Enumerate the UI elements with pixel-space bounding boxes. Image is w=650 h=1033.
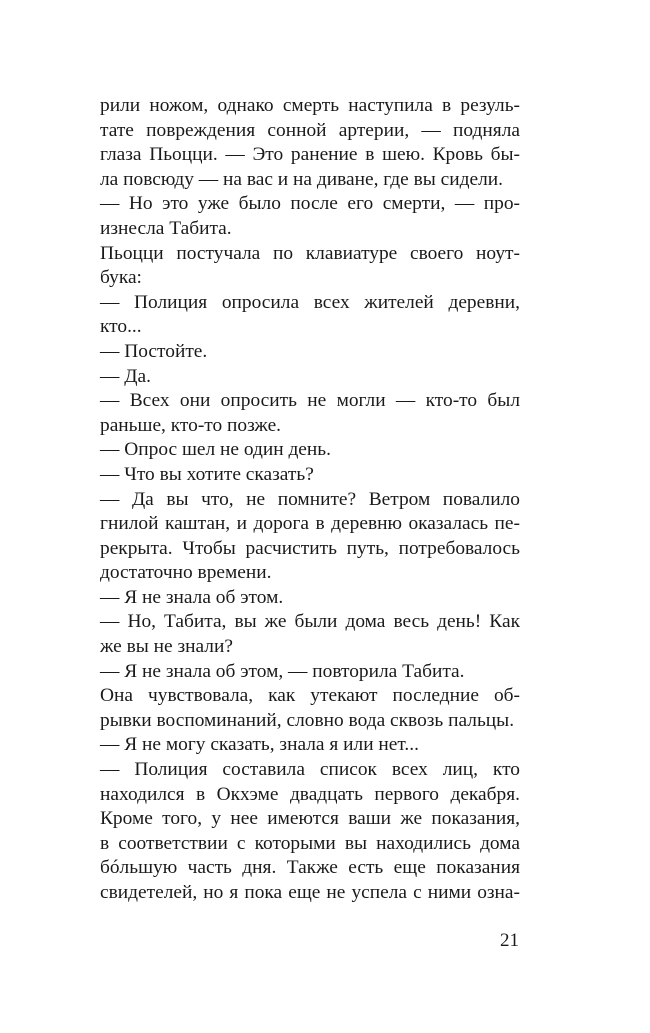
text-line: глаза Пьоцци. — Это ранение в шею. Кровь бы-	[100, 144, 520, 166]
text-line: — Но это уже было после его смерти, — про-	[100, 193, 520, 215]
text-line: тате повреждения сонной артерии, — подняла	[100, 119, 520, 141]
text-line: изнесла Табита.	[100, 217, 232, 239]
text-line: рывки воспоминаний, словно вода сквозь пальцы.	[100, 709, 515, 731]
text-line: — Я не знала об этом, — повторила Табита.	[100, 660, 465, 682]
text-line: кто...	[100, 316, 142, 338]
text-line: в соответствии с которыми вы находились дома	[100, 832, 520, 854]
text-line: — Я не знала об этом.	[100, 586, 284, 608]
text-line: Пьоцци постучала по клавиатуре своего ноут-	[100, 242, 520, 264]
text-line: рили ножом, однако смерть наступила в резуль-	[100, 95, 520, 116]
text-line: — Да вы что, не помните? Ветром повалило	[100, 488, 520, 510]
text-line: ла повсюду — на вас и на диване, где вы сидели.	[100, 168, 503, 190]
text-line: гнилой каштан, и дорога в деревню оказалась пе-	[100, 513, 520, 535]
text-line: раньше, кто-то позже.	[100, 414, 282, 436]
page-number: 21	[500, 930, 519, 951]
text-line: рекрыта. Чтобы расчистить путь, потребовалось	[100, 537, 520, 559]
text-line: — Полиция составила список всех лиц, кто	[100, 759, 520, 781]
text-line: — Полиция опросила всех жителей деревни,	[100, 291, 520, 313]
text-line: бука:	[100, 267, 142, 289]
text-line: — Постойте.	[100, 340, 208, 362]
text-line: находился в Окхэме двадцать первого декабря.	[100, 783, 520, 805]
text-line: — Что вы хотите сказать?	[100, 463, 314, 485]
text-line: — Я не могу сказать, знала я или нет...	[100, 734, 419, 756]
text-line: Она чувствовала, как утекают последние об-	[100, 685, 520, 707]
text-line: — Всех они опросить не могли — кто-то был	[100, 390, 520, 412]
text-line: Кроме того, у нее имеются ваши же показания,	[100, 808, 520, 830]
text-line: бóльшую часть дня. Также есть еще показания	[100, 857, 520, 879]
text-line: — Но, Табита, вы же были дома весь день! Как	[100, 611, 520, 633]
text-line: достаточно времени.	[100, 562, 272, 584]
text-line: — Да.	[100, 365, 151, 387]
text-line: — Опрос шел не один день.	[100, 439, 331, 461]
text-line: свидетелей, но я пока еще не успела с ними озна-	[100, 882, 520, 903]
page-body-text	[100, 94, 520, 906]
text-line: же вы не знали?	[100, 636, 233, 658]
